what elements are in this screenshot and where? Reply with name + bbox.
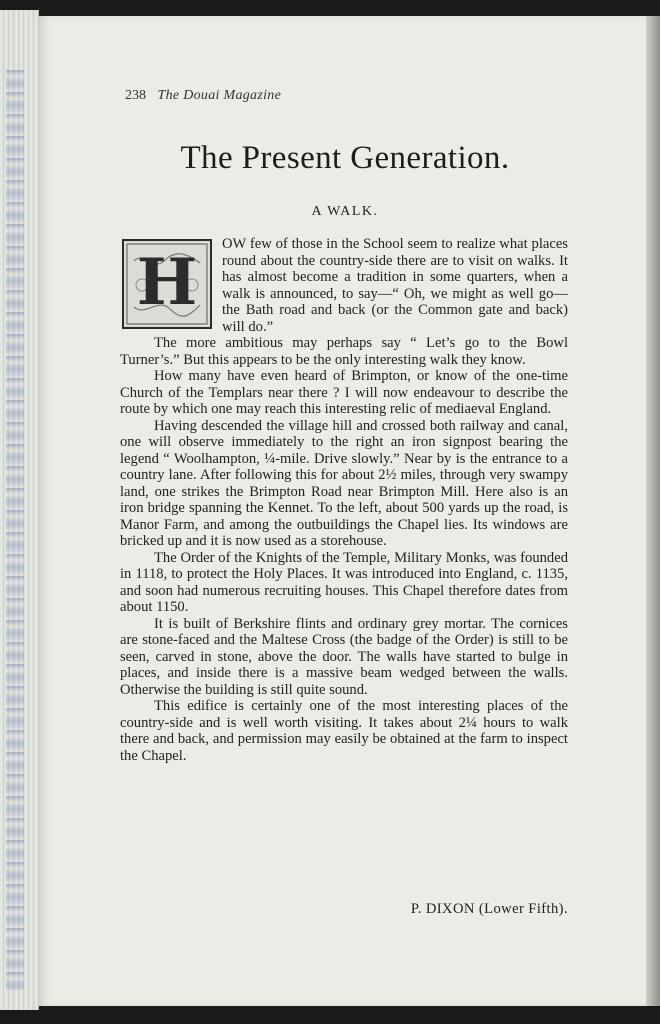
book-spine xyxy=(0,10,39,1010)
spine-ink-marks xyxy=(6,70,24,990)
author-signature: P. DIXON (Lower Fifth). xyxy=(410,901,568,917)
article-subtitle: A WALK. xyxy=(311,204,379,219)
paragraph-1 xyxy=(120,236,568,335)
paragraph-5: The Order of the Knights of the Temple, Military Monks, was founded in 1118, to protect the Holy Places. It was introduced into England, c. 1135, and soon had numerous recruiting houses. This Chapel therefore dates from about 1150. xyxy=(120,549,568,615)
paragraph-4: Having descended the village hill and crossed both railway and canal, one will observe immediately to the right an iron signpost bearing the legend “ Woolhampton, ¼-mile. Drive slowly.” Near by is the entrance to a country lane. After following this for about 2½ miles, through very swampy land, one strikes the Brimpton Road near Brimpton Mill. Here also is an iron bridge spanning the Kennet. To the left, about 500 yards up the road, is Manor Farm, and among the outbuildings the Chapel lies. Its windows are bricked up and it is now used as a storehouse. xyxy=(120,417,568,549)
running-title: The Douai Magazine xyxy=(157,88,282,103)
page-number: 238 xyxy=(125,88,146,103)
article-body xyxy=(120,236,568,764)
paragraph-1-text: OW few of those in the School seem to realize what places round about the country-side there are to visit on walks. It has almost become a tradition in some quarters, when a walk is announced, to say—“ Oh, we might as well go—the Bath road and back (or the Common gate and back) will do.” xyxy=(222,236,568,335)
article-title: The Present Generation. xyxy=(180,140,510,176)
paragraph-7: This edifice is certainly one of the most interesting places of the country-side and is well worth visiting. It takes about 2¼ hours to walk there and back, and permission may easily be obtained at the farm to inspect the Chapel. xyxy=(120,698,568,764)
page-edge xyxy=(646,16,660,1006)
paragraph-2: The more ambitious may perhaps say “ Let’s go to the Bowl Turner’s.” But this appears to be the only interesting walk they know. xyxy=(120,335,568,368)
running-header xyxy=(125,88,281,104)
paragraph-6: It is built of Berkshire flints and ordinary grey mortar. The cornices are stone-faced and the Maltese Cross (the badge of the Order) is still to be seen, carved in stone, above the door. The walls have started to bulge in places, and inside there is a massive beam wedged between the walls. Otherwise the building is still quite sound. xyxy=(120,615,568,698)
dropcap-letter: H xyxy=(136,245,198,320)
paragraph-3: How many have even heard of Brimpton, or know of the one-time Church of the Templars near there ? I will now endeavour to describe the route by which one may reach this interesting relic of mediaeval England. xyxy=(120,368,568,417)
ornamental-dropcap xyxy=(122,239,212,329)
